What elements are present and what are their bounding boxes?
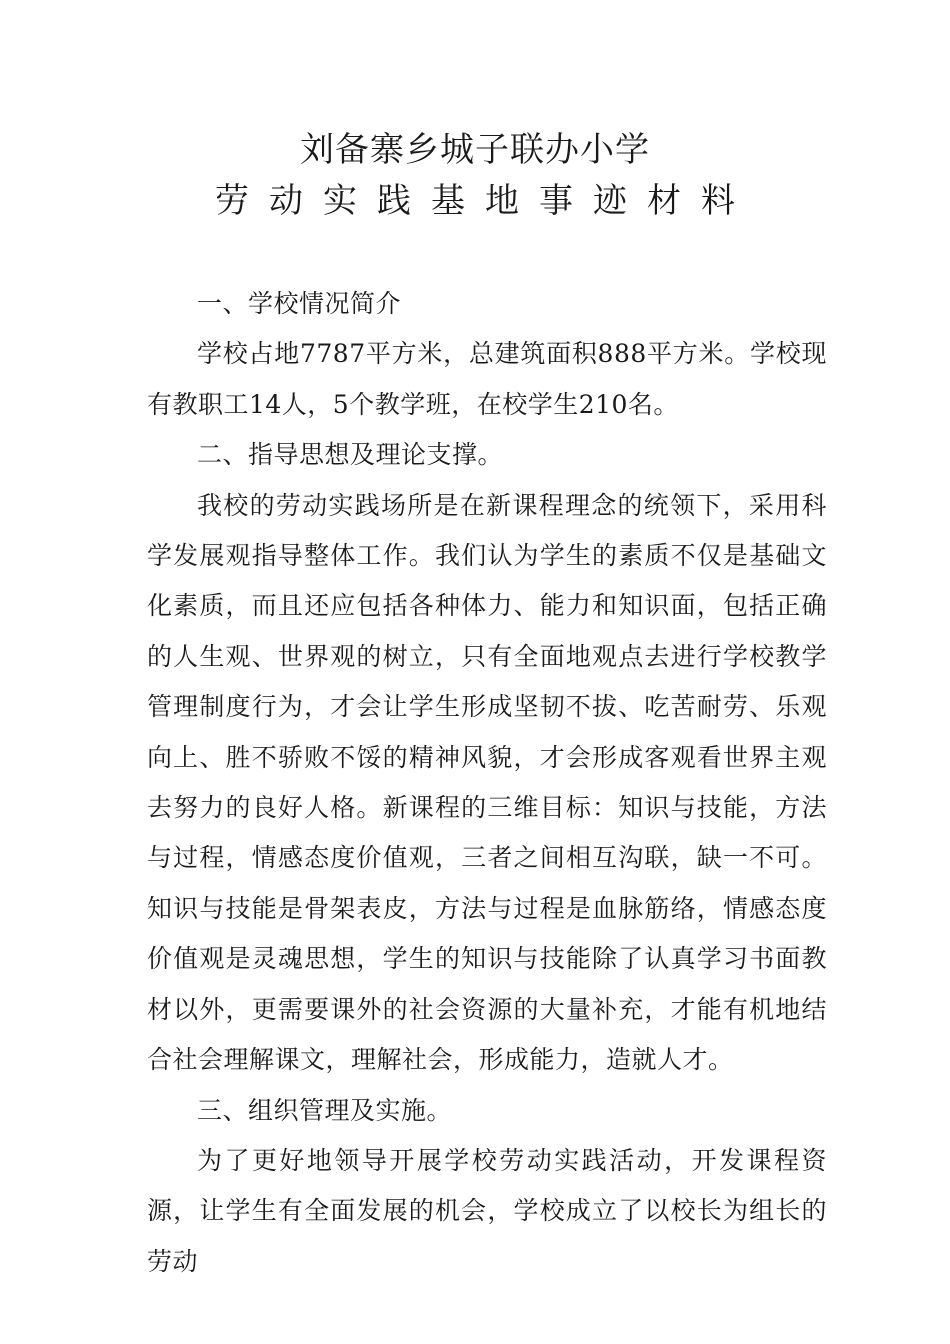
paragraph-school-stats: 学校占地7787平方米，总建筑面积888平方米。学校现有教职工14人，5个教学班，在校学生210名。	[147, 339, 827, 419]
section-heading-school-intro: 一、学校情况简介	[197, 289, 402, 318]
paragraph-guiding-ideas: 我校的劳动实践场所是在新课程理念的统领下，采用科学发展观指导整体工作。我们认为学生的素质不仅是基础文化素质，而且还应包括各种体力、能力和知识面，包括正确的人生观、世界观的树立，只有全面地观点去进行学校教学管理制度行为，才会让学生形成坚韧不拔、吃苦耐劳、乐观向上、胜不骄败不馁的精神风貌，才会形成客观看世界主观去努力的良好人格。新课程的三维目标：知识与技能，方法与过程，情感态度价值观，三者之间相互沟联，缺一不可。知识与技能是骨架表皮，方法与过程是血脉筋络，情感态度价值观是灵魂思想，学生的知识与技能除了认真学习书面教材以外，更需要课外的社会资源的大量补充，才能有机地结合社会理解课文，理解社会，形成能力，造就人才。	[147, 490, 827, 1075]
document-title: 刘备寨乡城子联办小学	[300, 130, 650, 170]
document-subtitle: 劳动实践基地事迹材料	[215, 181, 755, 221]
paragraph-organization: 为了更好地领导开展学校劳动实践活动，开发课程资源，让学生有全面发展的机会，学校成立了以校长为组长的劳动	[147, 1145, 827, 1276]
section-heading-organization: 三、组织管理及实施。	[197, 1095, 453, 1125]
document-body	[147, 279, 827, 1287]
section-heading-guiding-ideas: 二、指导思想及理论支撑。	[197, 440, 504, 470]
